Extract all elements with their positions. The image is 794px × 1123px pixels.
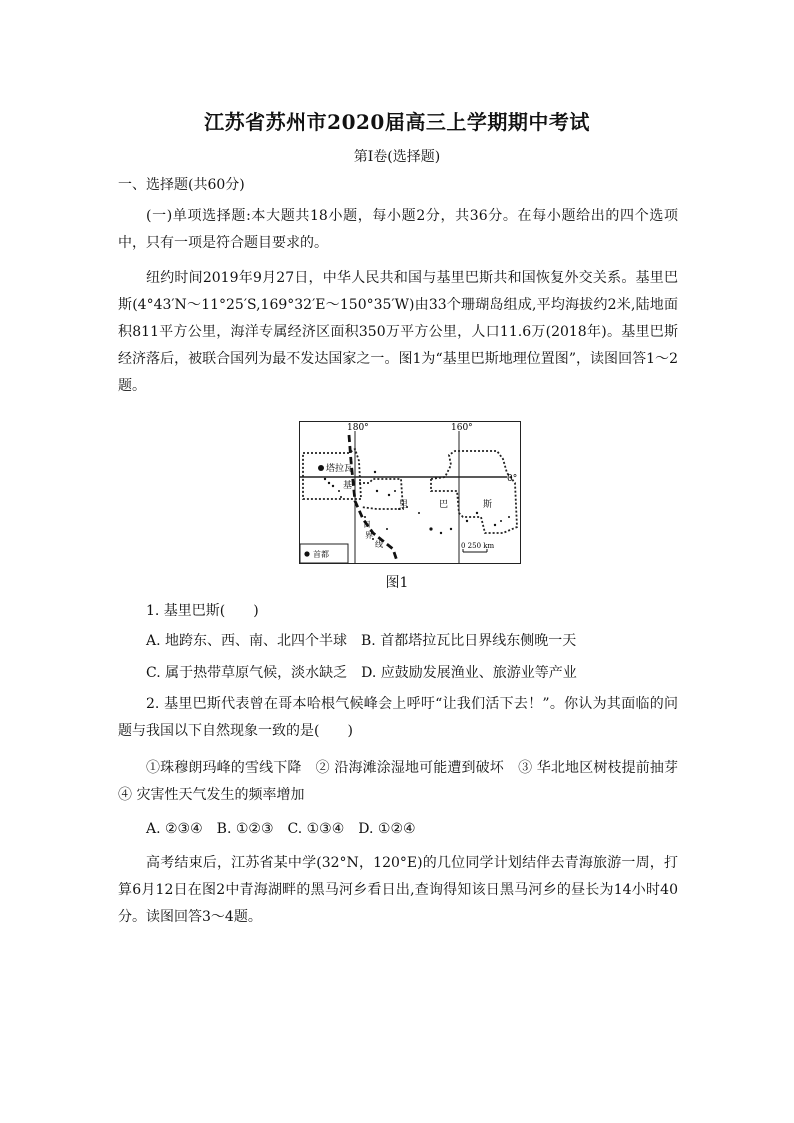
label-country-3: 巴 bbox=[439, 500, 449, 510]
label-160: 160° bbox=[451, 423, 473, 433]
question-1-options-cd: C. 属于热带草原气候，淡水缺乏 D. 应鼓励发展渔业、旅游业等产业 bbox=[146, 665, 577, 681]
label-dateline-2: 界 bbox=[365, 531, 373, 540]
question-1-stem: 1. 基里巴斯( ) bbox=[146, 603, 259, 619]
page-title: 江苏省苏州市2020届高三上学期期中考试 bbox=[204, 110, 590, 134]
kiribati-map bbox=[299, 421, 521, 564]
label-equator: 0° bbox=[507, 474, 518, 484]
question-2-options: A. ②③④ B. ①②③ C. ①③④ D. ①②④ bbox=[146, 821, 416, 837]
legend-capital-icon bbox=[304, 551, 309, 556]
label-180: 180° bbox=[347, 423, 369, 433]
instructions-paragraph: (一)单项选择题:本大题共18小题，每小题2分，共36分。在每小题给出的四个选项中，只有一项是符合题目要求的。 bbox=[118, 208, 678, 251]
label-country-1: 基 bbox=[343, 481, 353, 491]
label-country-2: 里 bbox=[399, 500, 409, 510]
label-capital: 塔拉瓦 bbox=[326, 464, 354, 474]
label-dateline-3: 线 bbox=[375, 540, 383, 549]
question-1-options-ab: A. 地跨东、西、南、北四个半球 B. 首都塔拉瓦比日界线东侧晚一天 bbox=[146, 633, 577, 649]
scale-label: 0 250 km bbox=[461, 542, 495, 550]
passage-2: 高考结束后，江苏省某中学(32°N，120°E)的几位同学计划结伴去青海旅游一周，打算6月12日在图2中青海湖畔的黑马河乡看日出,查询得知该日黑马河乡的昼长为14小时40分。读图回答3～4题。 bbox=[118, 855, 678, 925]
question-2-items: ①珠穆朗玛峰的雪线下降 ② 沿海滩涂湿地可能遭到破坏 ③ 华北地区树枝提前抽芽 ④ 灾害性天气发生的频率增加 bbox=[118, 760, 692, 803]
section-subtitle: 第Ⅰ卷(选择题) bbox=[353, 149, 441, 165]
passage-1: 纽约时间2019年9月27日，中华人民共和国与基里巴斯共和国恢复外交关系。基里巴斯(4°43′N～11°25′S,169°32′E～150°35′W)由33个珊瑚岛组成,平均海拔约2米,陆地面积811平方公里，海洋专属经济区面积350万平方公里，人口11.6万(2018年)。基里巴斯经济落后，被联合国列为最不发达国家之一。图1为“基里巴斯地理位置图”，读图回答1～2题。 bbox=[118, 270, 678, 394]
label-dateline-1: 日 bbox=[363, 520, 371, 529]
capital-marker bbox=[318, 465, 324, 471]
section-heading: 一、选择题(共60分) bbox=[118, 177, 245, 193]
figure-caption: 图1 bbox=[385, 575, 409, 591]
kiribati-map-figure bbox=[299, 421, 521, 564]
legend-label: 首都 bbox=[313, 550, 329, 559]
label-country-4: 斯 bbox=[483, 500, 493, 510]
question-2-stem: 2. 基里巴斯代表曾在哥本哈根气候峰会上呼吁“让我们活下去！”。你认为其面临的问题与我国以下自然现象一致的是( ) bbox=[118, 696, 678, 739]
